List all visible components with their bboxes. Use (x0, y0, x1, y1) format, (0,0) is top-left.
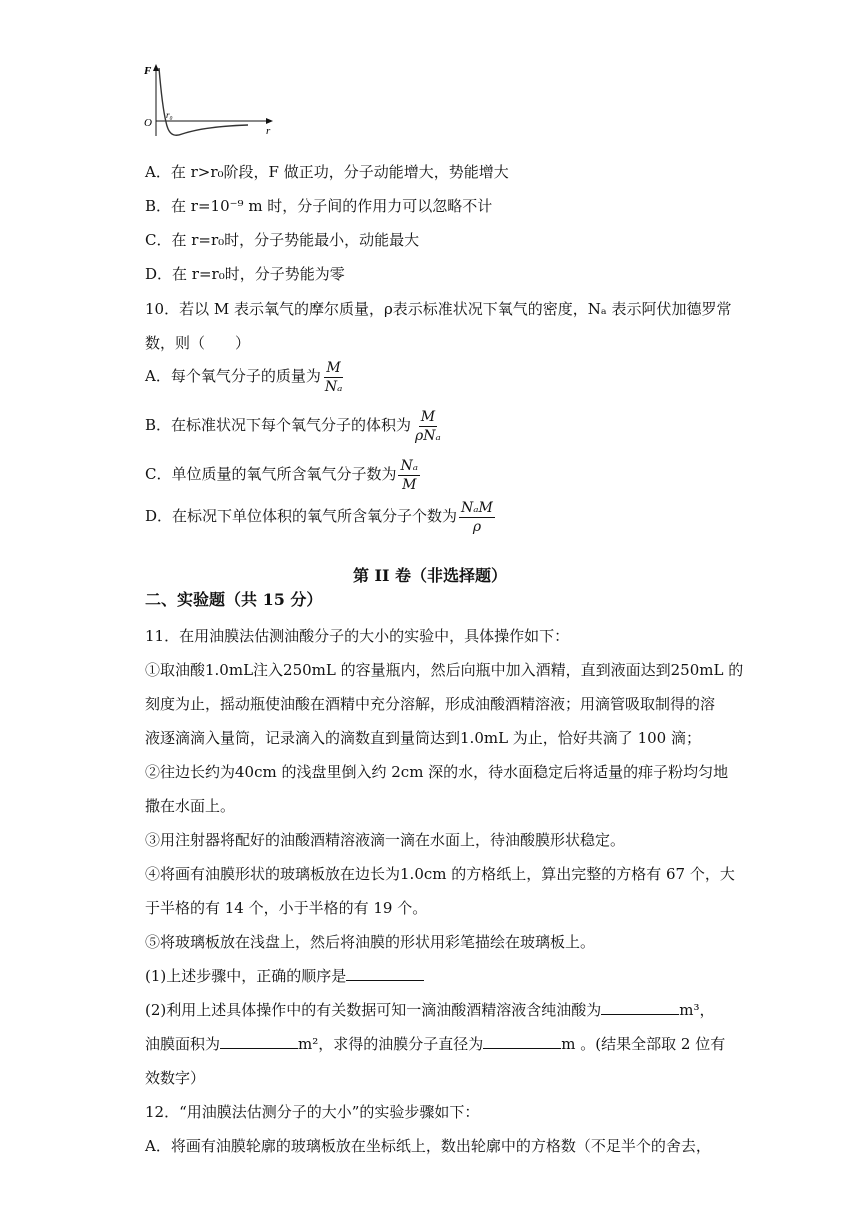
q12-option-a-line1: A．将画有油膜轮廓的玻璃板放在坐标纸上，数出轮廓中的方格数（不足半个的舍去， (145, 1137, 711, 1155)
fraction-numerator: M (326, 359, 341, 376)
q10-option-c-fraction (398, 457, 420, 494)
q9-option-c: C．在 r=r₀时，分子势能最小，动能最大 (145, 231, 420, 249)
q10-option-b (145, 403, 445, 447)
q11-part1 (145, 966, 424, 986)
fraction-denominator: ρNₐ (415, 427, 441, 444)
q11-step4-line2: 于半格的有 14 个，小于半格的有 19 个。 (145, 899, 428, 917)
q10-option-d-text: D．在标况下单位体积的氧气所含氧分子个数为 (145, 507, 458, 525)
x-axis-label: r (266, 125, 271, 137)
q11-part2-line2 (145, 1034, 725, 1054)
q10-option-c (145, 452, 422, 496)
q11-stem: 11．在用油膜法估测油酸分子的大小的实验中，具体操作如下： (145, 627, 570, 645)
q11-unit-m2: m²，求得的油膜分子直径为 (298, 1035, 484, 1053)
y-axis-label: F (144, 65, 152, 77)
q11-part2-text: (2)利用上述具体操作中的有关数据可知一滴油酸酒精溶液含纯油酸为 (145, 1001, 602, 1019)
force-distance-graph (142, 62, 278, 140)
answer-blank-area[interactable] (220, 1034, 298, 1049)
fraction-denominator: M (402, 476, 417, 493)
section-title: 第 II 卷（非选择题） (352, 566, 508, 585)
q10-option-b-text: B．在标准状况下每个氧气分子的体积为 (145, 416, 412, 434)
q11-step1-line1: ①取油酸1.0mL注入250mL 的容量瓶内，然后向瓶中加入酒精，直到液面达到250mL 的 (145, 661, 744, 679)
x-axis-arrow (266, 118, 273, 124)
answer-blank-volume[interactable] (601, 1000, 679, 1015)
q11-step1-line2: 刻度为止，摇动瓶使油酸在酒精中充分溶解，形成油酸酒精溶液；用滴管吸取制得的溶 (145, 695, 716, 713)
answer-blank-order[interactable] (346, 966, 424, 981)
force-curve (159, 68, 248, 135)
q11-part2-line3: 效数字） (145, 1069, 206, 1087)
r0-label: r₀ (166, 110, 173, 120)
origin-label: O (144, 117, 152, 129)
q9-option-a: A．在 r>r₀阶段，F 做正功，分子动能增大，势能增大 (145, 163, 509, 181)
q11-step2-line1: ②往边长约为40cm 的浅盘里倒入约 2cm 深的水，待水面稳定后将适量的痱子粉均匀地 (145, 763, 729, 781)
q10-option-b-fraction (413, 408, 443, 445)
q11-part2-line1 (145, 1000, 715, 1020)
q11-unit-m: m 。(结果全部取 2 位有 (561, 1035, 726, 1053)
q11-step2-line2: 撒在水面上。 (145, 797, 236, 815)
q10-option-a-fraction (323, 359, 345, 396)
q11-unit-m3: m³， (679, 1001, 715, 1019)
q11-step1-line3: 液逐滴滴入量筒，记录滴入的滴数直到量筒达到1.0mL 为止，恰好共滴了 100 滴； (145, 729, 701, 747)
q10-option-d-fraction (459, 499, 495, 536)
q11-area-text: 油膜面积为 (145, 1035, 221, 1053)
q9-option-b: B．在 r=10⁻⁹ m 时，分子间的作用力可以忽略不计 (145, 197, 493, 215)
fraction-numerator: Nₐ (400, 457, 418, 474)
fraction-numerator: NₐM (461, 499, 493, 516)
y-axis-arrow (153, 64, 159, 71)
q10-stem-line1: 10．若以 M 表示氧气的摩尔质量，ρ表示标准状况下氧气的密度，Nₐ 表示阿伏加德罗常 (145, 300, 732, 318)
q10-option-a-text: A．每个氧气分子的质量为 (145, 367, 321, 385)
fraction-numerator: M (420, 408, 436, 425)
q9-option-d: D．在 r=r₀时，分子势能为零 (145, 265, 345, 283)
q11-part1-text: (1)上述步骤中，正确的顺序是 (145, 967, 347, 985)
q10-option-d (145, 494, 497, 538)
q12-stem: 12．“用油膜法估测分子的大小”的实验步骤如下： (145, 1103, 480, 1121)
part-title: 二、实验题（共 15 分） (145, 590, 323, 609)
fraction-denominator: Nₐ (324, 378, 343, 395)
q10-stem-line2: 数，则（ ） (145, 334, 251, 352)
q11-step4-line1: ④将画有油膜形状的玻璃板放在边长为1.0cm 的方格纸上，算出完整的方格有 67 个，大 (145, 865, 735, 883)
q10-option-a (145, 354, 346, 398)
fraction-denominator: ρ (472, 518, 482, 535)
answer-blank-diameter[interactable] (483, 1034, 561, 1049)
q11-step3: ③用注射器将配好的油酸酒精溶液滴一滴在水面上，待油酸膜形状稳定。 (145, 831, 626, 849)
q11-step5: ⑤将玻璃板放在浅盘上，然后将油膜的形状用彩笔描绘在玻璃板上。 (145, 933, 596, 951)
q10-option-c-text: C．单位质量的氧气所含氧气分子数为 (145, 465, 397, 483)
